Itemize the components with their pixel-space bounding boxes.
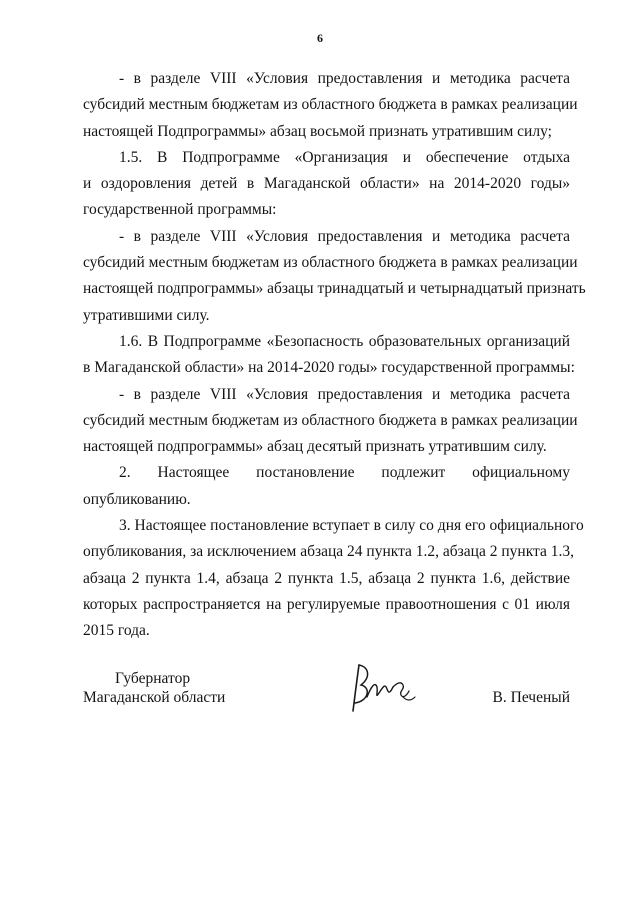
paragraph-section-viii-otdykh (83, 224, 586, 329)
text-line: в Магаданской области» на 2014-2020 годы» государственной программы: (83, 359, 575, 377)
paragraph-item-2 (83, 460, 570, 513)
paragraph-item-3 (83, 513, 584, 644)
text-line: - в разделе VIII «Условия предоставления и методика расчета (119, 227, 570, 245)
paragraph-section-viii-podprogramma (83, 66, 578, 145)
text-line: 2015 года. (83, 622, 150, 640)
text-line: утратившими силу. (83, 306, 210, 324)
paragraph-section-viii-bezopasnost (83, 382, 578, 461)
text-line: субсидий местным бюджетам из областного бюджета в рамках реализации (83, 96, 578, 114)
text-line: которых распространяется на регулируемые правоотношения с 01 июля (83, 595, 570, 613)
text-line: настоящей Подпрограммы» абзац восьмой признать утратившим силу; (83, 122, 552, 140)
paragraph-item-1-5 (83, 145, 570, 224)
paragraph-item-1-6 (83, 329, 575, 382)
text-line: субсидий местным бюджетам из областного бюджета в рамках реализации (83, 411, 578, 429)
text-line: субсидий местным бюджетам из областного бюджета в рамках реализации (83, 254, 578, 272)
signer-title (83, 669, 225, 707)
text-line: 2. Настоящее постановление подлежит официальному (119, 464, 570, 482)
text-line: настоящей подпрограммы» абзац десятый признать утратившим силу. (83, 438, 547, 456)
document-body (83, 66, 586, 645)
text-line: 3. Настоящее постановление вступает в силу со дня его официального (119, 517, 584, 535)
text-line: - в разделе VIII «Условия предоставления и методика расчета (119, 385, 570, 403)
text-line: абзаца 2 пункта 1.4, абзаца 2 пункта 1.5, абзаца 2 пункта 1.6, действие (83, 569, 570, 587)
signer-title-line-1: Губернатор (115, 670, 191, 687)
text-line: опубликованию. (83, 490, 191, 508)
signature-block (83, 669, 570, 739)
text-line: - в разделе VIII «Условия предоставления и методика расчета (119, 70, 570, 87)
text-line: государственной программы: (83, 201, 277, 219)
text-line: настоящей подпрограммы» абзацы тринадцатый и четырнадцатый признать (83, 280, 586, 298)
text-line: и оздоровления детей в Магаданской области» на 2014-2020 годы» (83, 175, 570, 193)
text-line: 1.5. В Подпрограмме «Организация и обеспечение отдыха (119, 148, 570, 166)
text-line: 1.6. В Подпрограмме «Безопасность образовательных организаций (119, 332, 570, 350)
signer-name: В. Печеный (492, 689, 570, 706)
text-line: опубликования, за исключением абзаца 24 пункта 1.2, абзаца 2 пункта 1.3, (83, 543, 574, 561)
handwritten-signature-icon (345, 657, 425, 717)
page-number: 6 (317, 31, 323, 45)
signer-title-line-2: Магаданской области (83, 689, 226, 706)
